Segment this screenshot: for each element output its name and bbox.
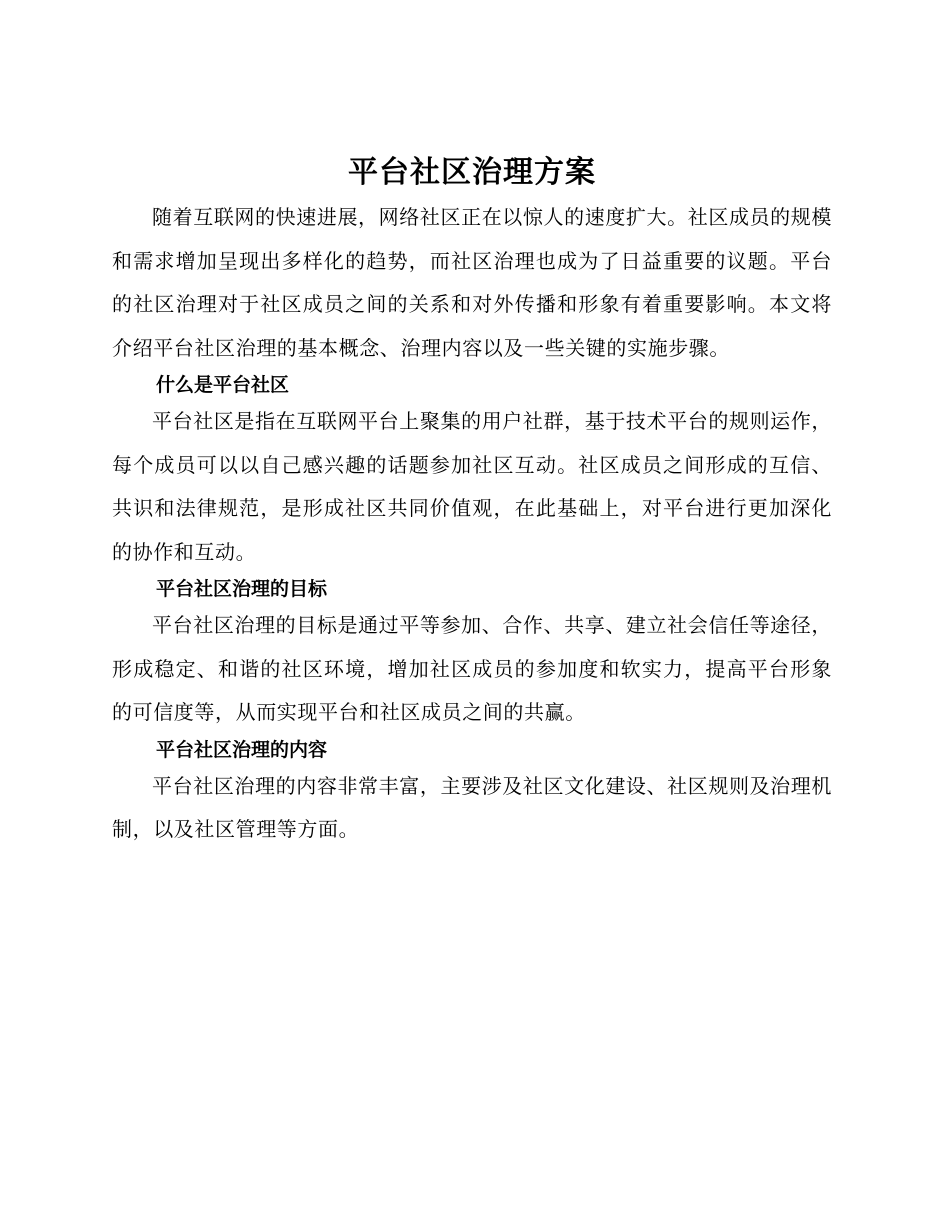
section-heading-governance-content: 平台社区治理的内容 xyxy=(156,738,328,761)
document-page xyxy=(112,150,832,852)
section-body-governance-content: 平台社区治理的内容非常丰富，主要涉及社区文化建设、社区规则及治理机制，以及社区管理等方面。 xyxy=(112,773,832,841)
section-heading-governance-goals: 平台社区治理的目标 xyxy=(156,578,328,600)
document-title: 平台社区治理方案 xyxy=(348,155,596,190)
section-body-what-is-platform-community: 平台社区是指在互联网平台上聚集的用户社群，基于技术平台的规则运作，每个成员可以以自己感兴趣的话题参加社区互动。社区成员之间形成的互信、共识和法律规范，是形成社区共同价值观，在此基础上，对平台进行更加深化的协作和互动。 xyxy=(112,409,832,564)
section-heading-what-is-platform-community: 什么是平台社区 xyxy=(156,374,290,396)
intro-paragraph: 随着互联网的快速进展，网络社区正在以惊人的速度扩大。社区成员的规模和需求增加呈现出多样化的趋势，而社区治理也成为了日益重要的议题。平台的社区治理对于社区成员之间的关系和对外传播和形象有着重要影响。本文将介绍平台社区治理的基本概念、治理内容以及一些关键的实施步骤。 xyxy=(112,205,832,360)
section-body-governance-goals: 平台社区治理的目标是通过平等参加、合作、共享、建立社会信任等途径，形成稳定、和谐的社区环境，增加社区成员的参加度和软实力，提高平台形象的可信度等，从而实现平台和社区成员之间的共赢。 xyxy=(112,613,832,724)
